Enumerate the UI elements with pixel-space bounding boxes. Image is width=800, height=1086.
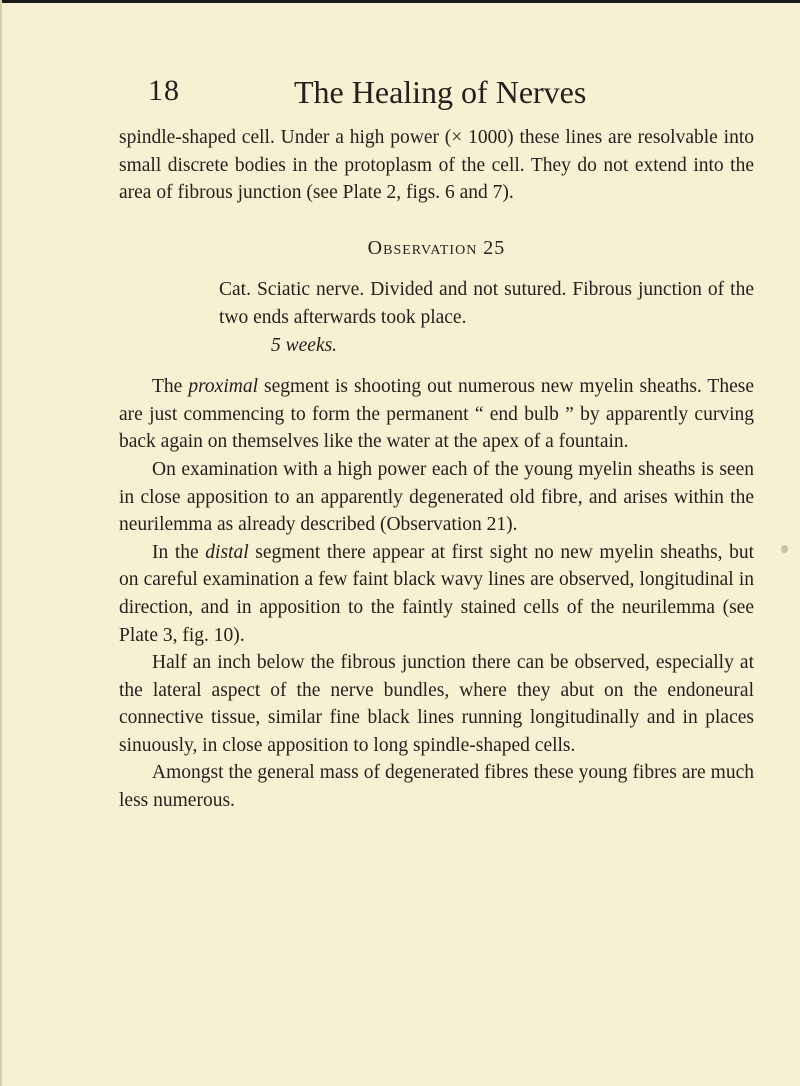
duration-text: 5 weeks. bbox=[271, 334, 338, 356]
p4-rest: segment there appear at first sight no new myelin sheaths, but on careful examination a few faint black wavy lines are observed, longitudinal in direction, and in apposition to the faintly stained cells of the neurilemma (see Plate 3, fig. 10). bbox=[119, 541, 754, 646]
case-description: Cat. Sciatic nerve. Divided and not sutured. Fibrous junction of the two ends afterwards took place. bbox=[219, 279, 754, 328]
paragraph-half-inch: Half an inch below the fibrous junction there can be observed, especially at the lateral aspect of the nerve bundles, where they abut on the endoneural connective tissue, similar fine black lines running longitudinally and in places sinuously, in close apposition to long spindle-shaped cells. bbox=[119, 652, 754, 756]
paragraph-distal bbox=[119, 539, 754, 649]
observation-heading: Observation 25 bbox=[367, 236, 506, 259]
proximal-term: proximal bbox=[188, 376, 259, 398]
paragraph-amongst: Amongst the general mass of degenerated fibres these young fibres are much less numerous. bbox=[119, 762, 754, 812]
paragraph-continued: spindle-shaped cell. Under a high power (× 1000) these lines are resolvable into small discrete bodies in the protoplasm of the cell. They do not extend into the area of fibrous junction (see Plate 2, figs. 6 and 7). bbox=[119, 127, 754, 204]
body-text bbox=[119, 124, 754, 815]
paragraph-proximal bbox=[119, 373, 754, 456]
case-duration bbox=[119, 332, 754, 360]
p2-rest: segment is shooting out numerous new myelin sheaths. These are just commencing to form the permanent “ end bulb ” by apparently curving back again on themselves like the water at the apex of a fountain. bbox=[119, 376, 754, 453]
distal-term: distal bbox=[205, 541, 249, 563]
page-number: 18 bbox=[148, 74, 180, 107]
p4-lead: In the bbox=[152, 541, 206, 563]
page-top-edge bbox=[0, 0, 800, 3]
page-left-edge bbox=[0, 0, 2, 1086]
p2-lead: The bbox=[152, 376, 189, 398]
paper-smudge bbox=[781, 545, 788, 553]
running-title: The Healing of Nerves bbox=[294, 74, 587, 110]
page-header bbox=[148, 74, 618, 124]
paragraph-examination: On examination with a high power each of the young myelin sheaths is seen in close apposition to an apparently degenerated old fibre, and arises within the neurilemma as already described (Observation 21). bbox=[119, 458, 754, 536]
